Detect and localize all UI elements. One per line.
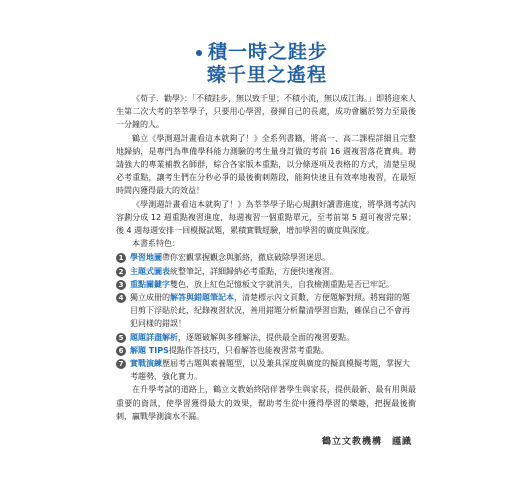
paragraph-closing: 在升學考試的道路上，鶴立文教始終陪伴著學生與家長，提供最新、最有用與最重要的資訊，使學習獲得最大的效果，幫助考生從中獲得學習的樂趣，把握最後衝刺，贏戰學測滴水不漏。 bbox=[116, 385, 416, 421]
feature-text: ，清楚標示內文頁數，方便題解對照。將寫錯的題目剪下浮貼於此，紀錄複習狀況，善用錯題分析釐清學習盲點，確保自己不會再犯同樣的錯誤！ bbox=[130, 293, 410, 329]
feature-keyword: 主題式圖表 bbox=[130, 266, 170, 276]
feature-item bbox=[116, 357, 416, 383]
features-intro: 本書系特色： bbox=[132, 239, 180, 249]
feature-keyword: 解答與錯題筆記本 bbox=[170, 293, 234, 303]
feature-keyword: 實戰演練 bbox=[130, 359, 162, 369]
feature-item bbox=[116, 265, 416, 278]
number-badge-icon: 4 bbox=[116, 293, 126, 303]
title-bullet-icon bbox=[196, 50, 202, 56]
feature-item bbox=[116, 278, 416, 291]
feature-keyword: 解題 TIPS bbox=[130, 345, 169, 355]
feature-item bbox=[116, 331, 416, 344]
feature-text: ，逐題破解與多種解法，提供最全面的複習要點。 bbox=[178, 332, 354, 342]
number-badge-icon: 7 bbox=[116, 359, 126, 369]
feature-text: 歷屆考古題與素養題型，以及兼具深度與廣度的擬真模擬考題，掌握大考趨勢，強化實力。 bbox=[130, 359, 410, 382]
preface-page bbox=[86, 0, 434, 500]
number-badge-icon: 1 bbox=[116, 253, 126, 263]
feature-text: 雙色，放上紅色記憶板文字就消失，自我檢測重點是否已牢記。 bbox=[170, 279, 394, 289]
feature-text: 帶你宏觀掌握觀念與脈絡，徹底破除學習迷思。 bbox=[162, 253, 330, 263]
title-line-2: 臻千里之遙程 bbox=[207, 64, 328, 86]
title-line-1-text: 積一時之跬步 bbox=[208, 41, 329, 63]
feature-text: 提點作答技巧，只看解答也能複習常考重點。 bbox=[168, 345, 329, 355]
feature-prefix: 獨立成冊的 bbox=[130, 293, 170, 303]
feature-text: 統整筆記，詳細歸納必考重點，方便快速複習。 bbox=[170, 266, 338, 276]
feature-keyword: 題題詳盡解析 bbox=[130, 332, 178, 342]
preface-body bbox=[116, 92, 416, 423]
paragraph-schedule: 《學測週計畫看這本就夠了！》為莘莘學子貼心規劃好讀書進度，將學測考試內容劃分成 12 週重點複習進度，每週複習一個重點單元，至考前第 5 週可複習完畢；後 4 週每週安排一回模擬試題，累積實戰經驗，增加學習的廣度與深度。 bbox=[116, 199, 416, 236]
paragraph-series-intro: 鶴立《學測週計畫看這本就夠了！》全系列書籍，將高一、高二課程詳細且完整地歸納，是專門為準備學科能力測驗的考生量身訂做的考前 16 週複習落花寶典。聘請強大的專業補教名師群，綜合各家版本重點，以分條逐項及表格的方式，清楚呈現必考重點，讓考生們在分秒必爭的最後衝刺階段，能夠快速且有效率地複習，在最短時間內獲得最大的效益！ bbox=[116, 133, 416, 196]
feature-keyword: 學習地圖 bbox=[130, 253, 162, 263]
number-badge-icon: 3 bbox=[116, 280, 126, 290]
feature-item bbox=[116, 291, 416, 331]
feature-keyword: 重點關鍵字 bbox=[130, 279, 170, 289]
signature-org: 鶴立文教機構 bbox=[321, 437, 382, 447]
signature bbox=[322, 434, 412, 447]
number-badge-icon: 2 bbox=[116, 267, 126, 277]
paragraph-quote: 《荀子．勸學》：「不積跬步，無以致千里；不積小流，無以成江海。」即將迎來人生第二次大考的莘莘學子，只要用心學習，發揮自己的長處，成功會屬於努力至最後一分鐘的人。 bbox=[116, 94, 416, 130]
number-badge-icon: 5 bbox=[116, 333, 126, 343]
features-list bbox=[116, 251, 416, 383]
signature-word: 謹識 bbox=[391, 437, 412, 447]
number-badge-icon: 6 bbox=[116, 346, 126, 356]
feature-item bbox=[116, 344, 416, 357]
feature-item bbox=[116, 251, 416, 264]
